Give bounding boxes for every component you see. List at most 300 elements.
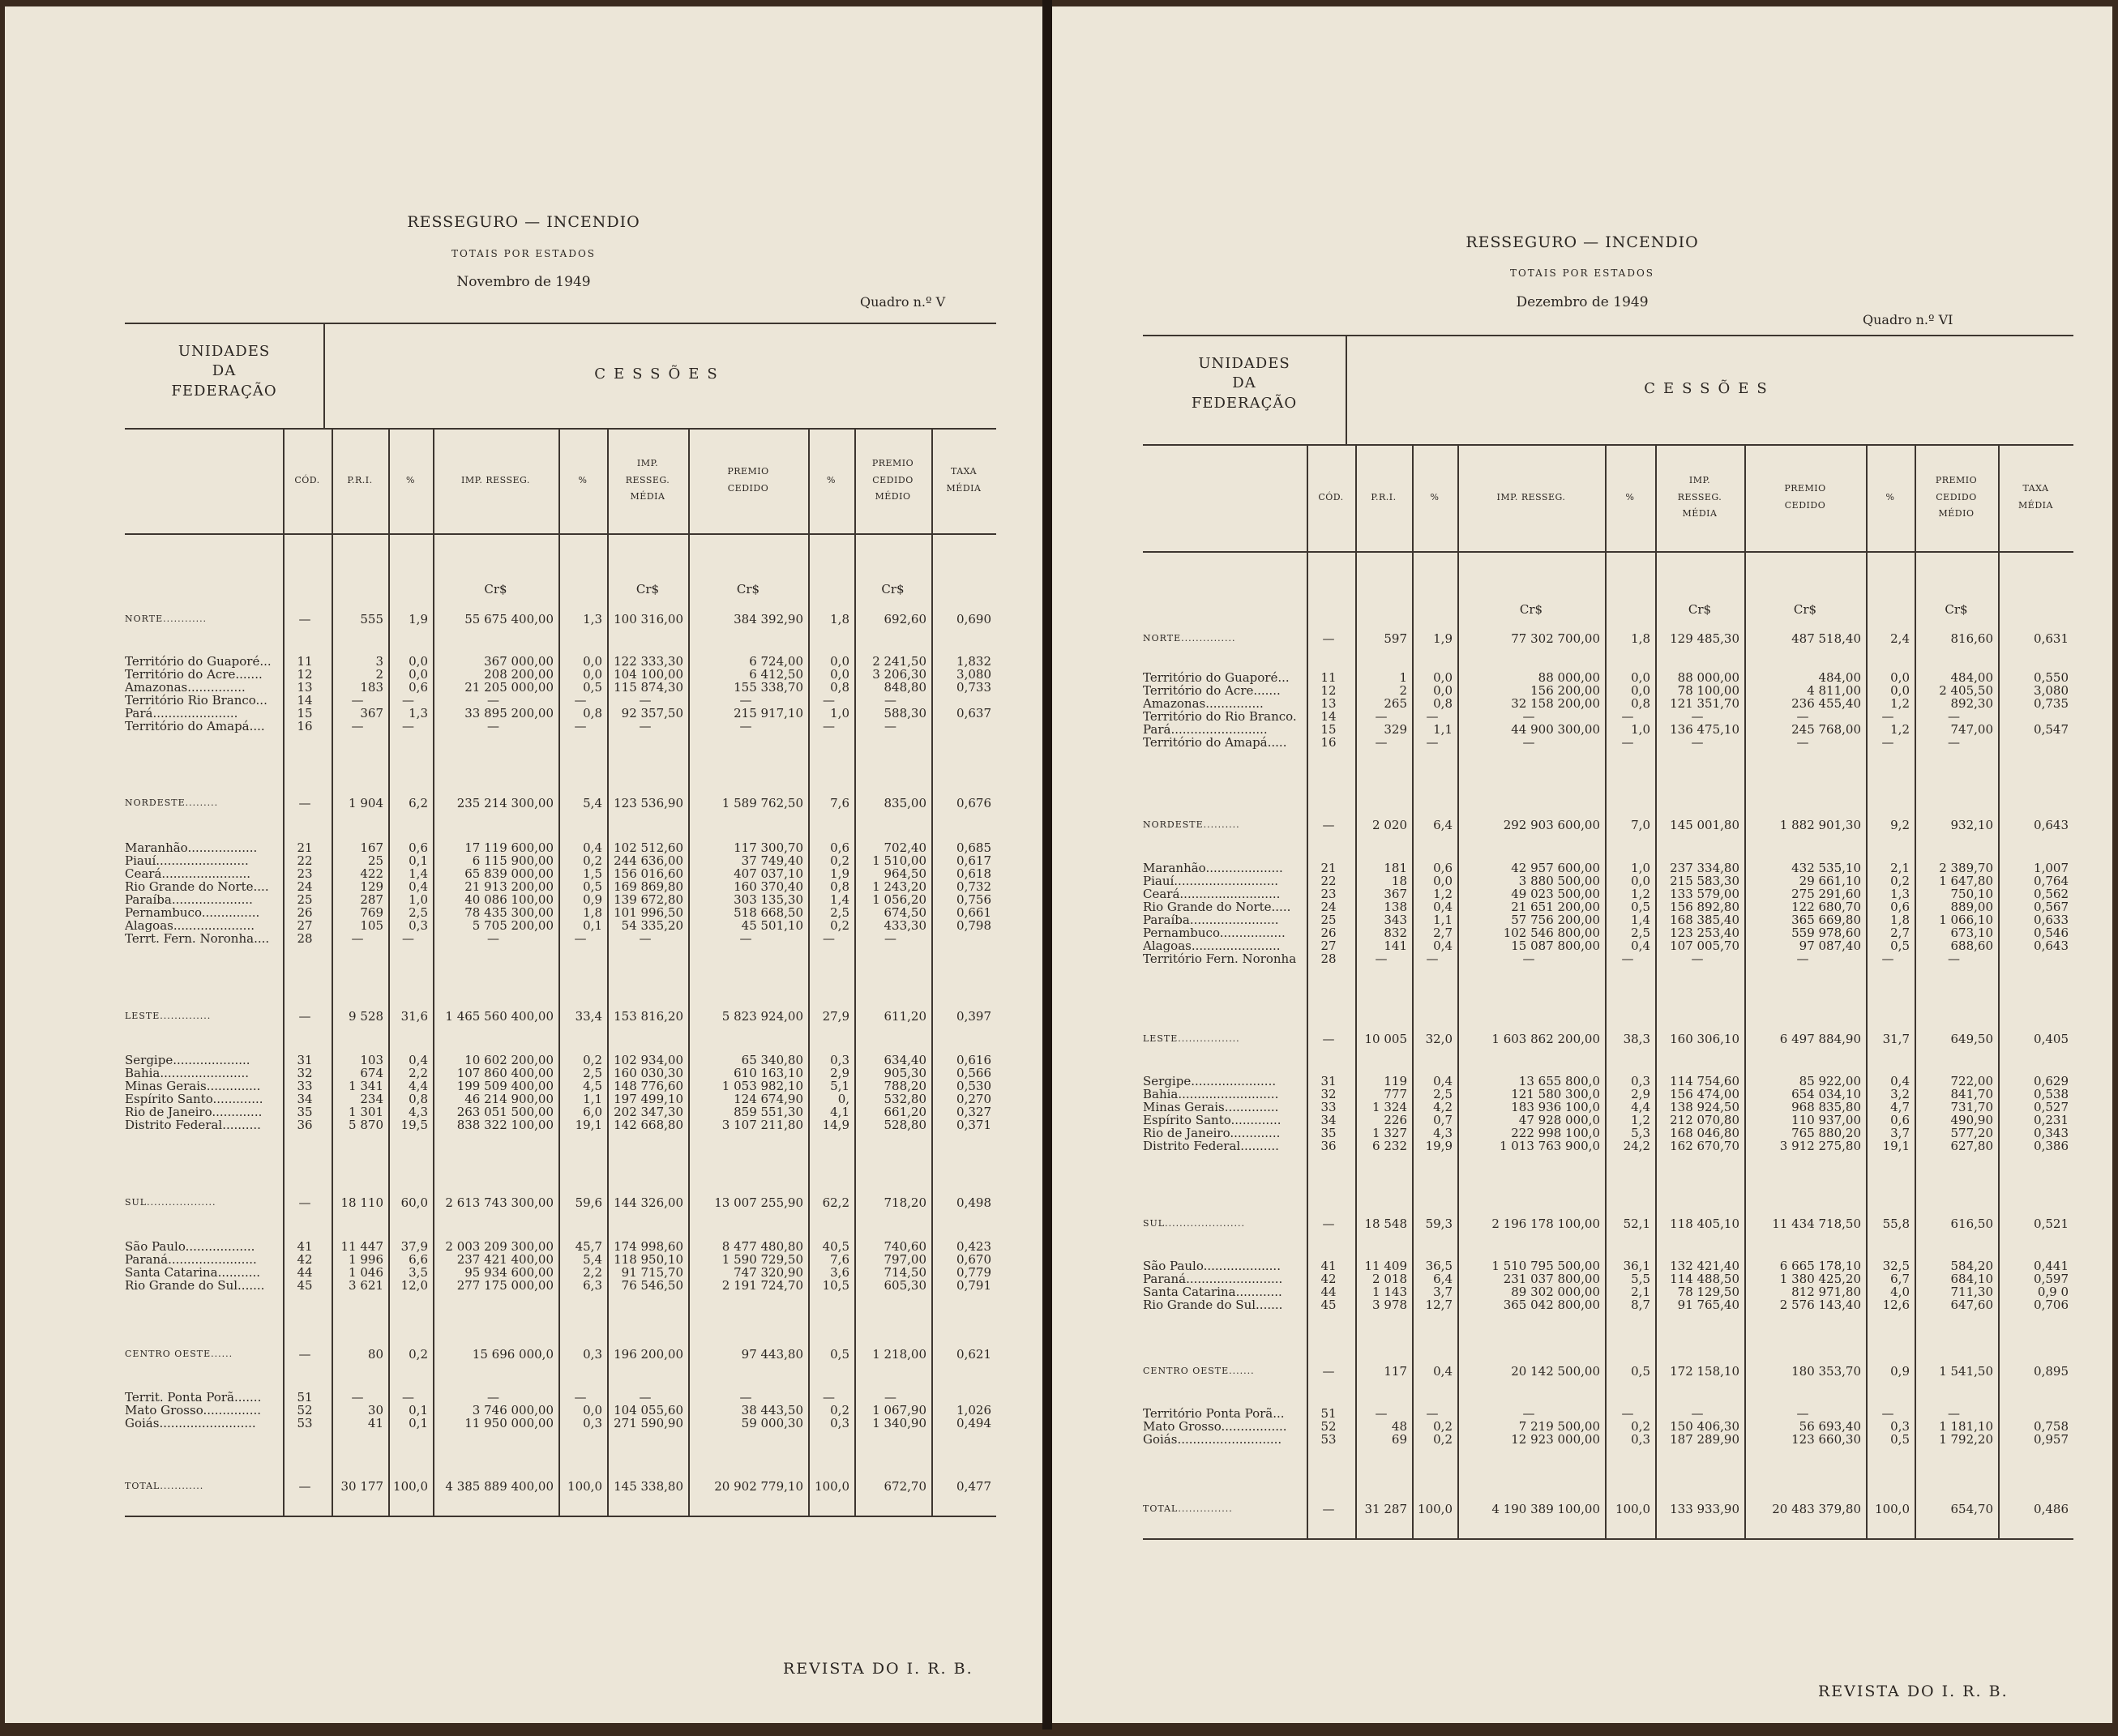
cell-pri: 597 xyxy=(1384,631,1407,646)
unidades-header xyxy=(125,342,323,401)
cell-cod: 11 xyxy=(297,654,313,669)
cell-p1: 36,5 xyxy=(1425,1259,1453,1273)
cell-cod: 42 xyxy=(1320,1272,1337,1286)
cell-cod: 24 xyxy=(1320,900,1337,914)
cell-p1: — xyxy=(1426,1406,1439,1421)
cell-p2: 45,7 xyxy=(575,1239,602,1254)
cell-p3: 100,0 xyxy=(1875,1502,1910,1516)
cell-imp: 57 756 200,00 xyxy=(1511,913,1600,927)
cell-premm: — xyxy=(1948,951,1960,966)
cell-pri: 555 xyxy=(360,612,383,626)
cell-imp: 6 115 900,00 xyxy=(472,853,554,868)
cell-p1: 0,4 xyxy=(1433,939,1453,953)
cell-prem: 29 661,10 xyxy=(1799,874,1861,888)
cell-pri: 367 xyxy=(360,706,383,720)
cell-imp: 107 860 400,00 xyxy=(456,1066,554,1080)
row-name: Território do Amapá..... xyxy=(1143,736,1287,749)
cell-p2: 0,2 xyxy=(583,1053,602,1067)
currency-label-impm: Cr$ xyxy=(635,582,660,596)
cell-cod: — xyxy=(1322,631,1335,646)
page-date: Dezembro de 1949 xyxy=(1516,294,1649,310)
cell-premm: 684,10 xyxy=(1950,1272,1993,1286)
state-row xyxy=(125,1404,996,1417)
cell-p3: 100,0 xyxy=(815,1479,849,1494)
page-subtitle: TOTAIS POR ESTADOS xyxy=(1509,267,1655,279)
cell-pri: 6 232 xyxy=(1372,1139,1407,1153)
cell-p3: — xyxy=(1881,709,1894,724)
cell-impm: 156 016,60 xyxy=(614,866,683,881)
cell-prem: 765 880,20 xyxy=(1791,1126,1861,1140)
cell-premm: 674,50 xyxy=(884,905,926,920)
cell-p1: 2,7 xyxy=(1433,926,1453,940)
table-mid-rule xyxy=(1143,444,2073,446)
cell-pri: 3 978 xyxy=(1372,1298,1407,1312)
row-name: Santa Catarina........... xyxy=(125,1266,261,1279)
cell-p2: 100,0 xyxy=(1615,1502,1650,1516)
cell-premm: 964,50 xyxy=(884,866,926,881)
cell-premm: 433,30 xyxy=(884,918,926,933)
cell-p3: 10,5 xyxy=(822,1278,849,1293)
cell-p1: 100,0 xyxy=(1418,1502,1453,1516)
cell-prem: 236 455,40 xyxy=(1791,696,1861,711)
cell-premm: 731,70 xyxy=(1950,1100,1993,1114)
cell-p3: 1,9 xyxy=(830,866,849,881)
row-name: Distrito Federal.......... xyxy=(125,1118,261,1131)
cell-pri: 30 177 xyxy=(340,1479,383,1494)
cell-pri: 119 xyxy=(1384,1074,1407,1088)
cell-pri: 18 xyxy=(1391,874,1407,888)
cell-p1: 0,4 xyxy=(1433,1364,1453,1379)
state-row xyxy=(1143,1272,2073,1285)
cell-premm: 627,80 xyxy=(1950,1139,1993,1153)
state-row xyxy=(1143,736,2073,749)
cell-premm: 788,20 xyxy=(884,1079,926,1093)
cell-pri: 3 621 xyxy=(349,1278,383,1293)
region-row xyxy=(125,1010,996,1023)
cell-p2: 0,5 xyxy=(583,879,602,894)
cell-imp: 95 934 600,00 xyxy=(464,1265,554,1280)
cell-impm: 91 715,70 xyxy=(621,1265,683,1280)
cell-prem: 45 501,10 xyxy=(741,918,803,933)
state-row xyxy=(1143,1285,2073,1298)
cessoes-header: CESSÕES xyxy=(1644,379,1775,397)
cell-pri: 2 018 xyxy=(1372,1272,1407,1286)
cell-impm: 237 334,80 xyxy=(1670,861,1739,875)
column-header-line: MÉDIO xyxy=(1938,508,1975,520)
column-header-prem xyxy=(688,436,808,525)
cell-taxa: 0,327 xyxy=(956,1105,991,1119)
cell-p1: 0,1 xyxy=(409,1403,428,1417)
cell-taxa: 0,550 xyxy=(2034,670,2069,685)
cell-taxa: 0,631 xyxy=(2034,631,2069,646)
column-header-line: P.R.I. xyxy=(1371,491,1397,502)
cell-p3: 3,7 xyxy=(1890,1126,1910,1140)
cell-p1: 4,3 xyxy=(409,1105,428,1119)
cell-premm: 692,60 xyxy=(884,612,926,626)
cell-p3: 1,0 xyxy=(830,706,849,720)
table-top-rule xyxy=(1143,335,2073,336)
page-title: RESSEGURO — INCENDIO xyxy=(1465,233,1699,251)
cell-cod: 52 xyxy=(297,1403,313,1417)
cell-premm: 750,10 xyxy=(1950,887,1993,901)
cell-pri: 1 904 xyxy=(349,796,383,810)
currency-label-premm: Cr$ xyxy=(1945,602,1968,617)
row-name: Sergipe...................... xyxy=(1143,1075,1277,1088)
cell-prem: 20 902 779,10 xyxy=(714,1479,803,1494)
cell-p2: 1,8 xyxy=(1631,631,1650,646)
cell-pri: 181 xyxy=(1384,861,1407,875)
cell-p1: — xyxy=(402,931,414,946)
cell-p3: — xyxy=(823,931,835,946)
cell-impm: 78 100,00 xyxy=(1677,683,1739,698)
cell-imp: — xyxy=(487,1390,499,1405)
cell-pri: 1 143 xyxy=(1372,1285,1407,1299)
cell-imp: — xyxy=(1522,709,1535,724)
cell-cod: 44 xyxy=(297,1265,313,1280)
cell-p1: 37,9 xyxy=(400,1239,428,1254)
cell-p3: 0,0 xyxy=(830,654,849,669)
row-name: Território do Guaporé... xyxy=(125,655,272,668)
column-header-line: IMP. xyxy=(636,457,659,468)
cell-prem: 484,00 xyxy=(1818,670,1861,685)
cell-impm: — xyxy=(1691,709,1704,724)
cell-impm: 244 636,00 xyxy=(614,853,683,868)
cell-cod: 24 xyxy=(297,879,313,894)
cell-pri: 1 046 xyxy=(349,1265,383,1280)
column-header-line: RESSEG. xyxy=(1677,491,1722,502)
cell-pri: 1 341 xyxy=(349,1079,383,1093)
cell-pri: — xyxy=(351,693,364,708)
cell-cod: 22 xyxy=(297,853,313,868)
cell-pri: 343 xyxy=(1384,913,1407,927)
cell-imp: — xyxy=(487,931,499,946)
cell-p1: 31,6 xyxy=(400,1009,428,1024)
cell-prem: — xyxy=(1796,1406,1809,1421)
cell-premm: 1 067,90 xyxy=(872,1403,926,1417)
row-name: Território do Amapá.... xyxy=(125,720,265,733)
region-row xyxy=(125,613,996,626)
cell-cod: 15 xyxy=(297,706,313,720)
cell-p2: 0,2 xyxy=(583,853,602,868)
column-header-line: TAXA xyxy=(2022,483,2049,494)
row-name: Paraná......................... xyxy=(1143,1272,1283,1285)
cell-pri: 103 xyxy=(360,1053,383,1067)
cell-prem: 215 917,10 xyxy=(734,706,803,720)
cell-pri: 1 327 xyxy=(1372,1126,1407,1140)
cell-impm: 78 129,50 xyxy=(1677,1285,1739,1299)
currency-label-premm: Cr$ xyxy=(881,582,905,596)
row-name: NORDESTE......... xyxy=(125,797,219,808)
cell-p2: 1,1 xyxy=(583,1092,602,1106)
row-name: Maranhão.................... xyxy=(1143,862,1283,874)
state-row xyxy=(1143,1127,2073,1140)
cell-pri: 367 xyxy=(1384,887,1407,901)
cell-p3: 0, xyxy=(837,1092,849,1106)
cell-taxa: 0,735 xyxy=(2034,696,2069,711)
column-header-line: CÓD. xyxy=(294,474,320,485)
cell-taxa: 0,895 xyxy=(2034,1364,2069,1379)
row-name: TOTAL............... xyxy=(1143,1503,1233,1514)
cell-premm: 848,80 xyxy=(884,680,926,695)
cell-impm: 91 765,40 xyxy=(1677,1298,1739,1312)
cell-pri: 48 xyxy=(1391,1419,1407,1434)
cell-cod: 42 xyxy=(297,1252,313,1267)
cell-pri: 11 447 xyxy=(340,1239,383,1254)
cell-p3: 0,0 xyxy=(1890,670,1910,685)
cell-taxa: 0,637 xyxy=(956,706,991,720)
row-name: Santa Catarina............ xyxy=(1143,1285,1282,1298)
quadro-label: Quadro n.º V xyxy=(860,294,946,310)
column-header-line: CÓD. xyxy=(1318,491,1344,502)
cell-premm: 932,10 xyxy=(1950,818,1993,832)
cell-p2: 1,4 xyxy=(1631,913,1650,927)
cell-p2: — xyxy=(1621,951,1634,966)
column-header-p2 xyxy=(558,436,607,525)
cell-taxa: 0,562 xyxy=(2034,887,2069,901)
cell-cod: 15 xyxy=(1320,722,1337,737)
cell-imp: 102 546 800,00 xyxy=(1503,926,1600,940)
cell-cod: 34 xyxy=(297,1092,313,1106)
cell-cod: 25 xyxy=(297,892,313,907)
cell-imp: 15 696 000,0 xyxy=(472,1347,554,1362)
state-row xyxy=(1143,900,2073,913)
cell-p2: — xyxy=(574,719,587,733)
cell-pri: 105 xyxy=(360,918,383,933)
cell-imp: 277 175 000,00 xyxy=(456,1278,554,1293)
cell-impm: — xyxy=(1691,1406,1704,1421)
cell-imp: 156 200,00 xyxy=(1530,683,1600,698)
cell-premm: — xyxy=(884,1390,896,1405)
cell-taxa: 0,732 xyxy=(956,879,991,894)
region-row xyxy=(125,797,996,810)
column-header-p2 xyxy=(1605,452,1655,543)
cell-impm: 101 996,50 xyxy=(614,905,683,920)
region-row xyxy=(1143,1503,2073,1516)
row-name: Amazonas............... xyxy=(1143,697,1264,710)
cell-prem: 1 590 729,50 xyxy=(721,1252,803,1267)
cell-prem: 65 340,80 xyxy=(741,1053,803,1067)
cell-prem: 432 535,10 xyxy=(1791,861,1861,875)
cell-premm: — xyxy=(1948,735,1960,750)
column-header-line: PREMIO xyxy=(1784,483,1826,494)
row-name: Pernambuco................. xyxy=(1143,926,1286,939)
row-name: Rio Grande do Sul....... xyxy=(1143,1298,1283,1311)
cell-p3: 12,6 xyxy=(1882,1298,1910,1312)
cell-taxa: 0,527 xyxy=(2034,1100,2069,1114)
cell-impm: 160 306,10 xyxy=(1670,1032,1739,1046)
cell-impm: 118 950,10 xyxy=(614,1252,683,1267)
state-row xyxy=(125,1105,996,1118)
cell-premm: 577,20 xyxy=(1950,1126,1993,1140)
cell-p2: 1,0 xyxy=(1631,861,1650,875)
cell-premm: 747,00 xyxy=(1950,722,1993,737)
cell-pri: — xyxy=(351,719,364,733)
cell-p2: 5,5 xyxy=(1631,1272,1650,1286)
cell-p3: 40,5 xyxy=(822,1239,849,1254)
cell-p2: 0,0 xyxy=(583,654,602,669)
cell-prem: 6 497 884,90 xyxy=(1779,1032,1861,1046)
cell-pri: 41 xyxy=(367,1416,383,1430)
cell-cod: — xyxy=(298,1479,311,1494)
unidades-line: FEDERAÇÃO xyxy=(171,382,277,400)
column-header-premm xyxy=(1915,452,1998,543)
cell-taxa: 0,9 0 xyxy=(2037,1285,2069,1299)
row-name: Alagoas....................... xyxy=(1143,939,1281,952)
cell-taxa: 0,546 xyxy=(2034,926,2069,940)
cell-p3: 0,6 xyxy=(830,840,849,855)
cell-p1: 0,4 xyxy=(1433,900,1453,914)
cell-imp: — xyxy=(487,693,499,708)
row-name: Paraná....................... xyxy=(125,1253,257,1266)
cell-p3: 0,5 xyxy=(830,1347,849,1362)
cell-imp: 263 051 500,00 xyxy=(456,1105,554,1119)
row-name: Distrito Federal.......... xyxy=(1143,1140,1279,1152)
cell-p3: 2,1 xyxy=(1890,861,1910,875)
cell-imp: 199 509 400,00 xyxy=(456,1079,554,1093)
row-name: Território Rio Branco... xyxy=(125,694,267,707)
cell-pri: 674 xyxy=(360,1066,383,1080)
unidades-line: DA xyxy=(1232,374,1256,392)
cell-p3: 62,2 xyxy=(822,1195,849,1210)
cell-pri: 3 xyxy=(375,654,383,669)
cell-cod: 51 xyxy=(1320,1406,1337,1421)
cell-cod: 41 xyxy=(1320,1259,1337,1273)
row-name: São Paulo.................... xyxy=(1143,1259,1281,1272)
cell-pri: 265 xyxy=(1384,696,1407,711)
cell-impm: 174 998,60 xyxy=(614,1239,683,1254)
cell-p1: 19,9 xyxy=(1425,1139,1453,1153)
cell-p1: — xyxy=(402,1390,414,1405)
cell-pri: — xyxy=(1375,1406,1388,1421)
cell-pri: 18 548 xyxy=(1364,1216,1407,1231)
cell-p1: 1,0 xyxy=(409,892,428,907)
cell-cod: 53 xyxy=(297,1416,313,1430)
cell-pri: — xyxy=(1375,951,1388,966)
cell-cod: 28 xyxy=(1320,951,1337,966)
row-name: Piauí........................... xyxy=(1143,874,1279,887)
cell-p2: 0,3 xyxy=(1631,1432,1650,1447)
cell-taxa: 0,498 xyxy=(956,1195,991,1210)
row-name: Espírito Santo............. xyxy=(1143,1114,1281,1127)
column-header-line: MÉDIA xyxy=(946,483,982,494)
cell-pri: 769 xyxy=(360,905,383,920)
cell-p1: 4,2 xyxy=(1433,1100,1453,1114)
cell-cod: 25 xyxy=(1320,913,1337,927)
cell-pri: 1 996 xyxy=(349,1252,383,1267)
cell-imp: 32 158 200,00 xyxy=(1511,696,1600,711)
row-name: LESTE................. xyxy=(1143,1033,1240,1044)
cell-p2: 0,5 xyxy=(1631,1364,1650,1379)
cell-impm: — xyxy=(639,719,652,733)
cell-taxa: 0,538 xyxy=(2034,1087,2069,1101)
cell-prem: 303 135,30 xyxy=(734,892,803,907)
column-header-line: CEDIDO xyxy=(1784,500,1826,511)
cell-taxa: 1,026 xyxy=(956,1403,991,1417)
state-row xyxy=(125,1118,996,1131)
cell-p2: 0,1 xyxy=(583,918,602,933)
cell-imp: 77 302 700,00 xyxy=(1511,631,1600,646)
cell-p1: 6,6 xyxy=(409,1252,428,1267)
region-row xyxy=(125,1480,996,1493)
cell-imp: 15 087 800,00 xyxy=(1511,939,1600,953)
cell-imp: 3 746 000,00 xyxy=(472,1403,554,1417)
cell-impm: 197 499,10 xyxy=(614,1092,683,1106)
cell-impm: 118 405,10 xyxy=(1670,1216,1739,1231)
cell-taxa: 0,618 xyxy=(956,866,991,881)
cell-imp: — xyxy=(1522,735,1535,750)
cell-premm: 816,60 xyxy=(1950,631,1993,646)
row-name: CENTRO OESTE...... xyxy=(125,1349,233,1359)
currency-label-prem: Cr$ xyxy=(736,582,760,596)
cell-imp: 2 003 209 300,00 xyxy=(445,1239,554,1254)
cell-taxa: 0,477 xyxy=(956,1479,991,1494)
state-row xyxy=(1143,926,2073,939)
cell-impm: 196 200,00 xyxy=(614,1347,683,1362)
cell-imp: 237 421 400,00 xyxy=(456,1252,554,1267)
column-header-impm xyxy=(607,436,688,525)
cell-p3: 7,6 xyxy=(830,796,849,810)
cell-cod: 16 xyxy=(297,719,313,733)
cell-pri: 1 301 xyxy=(349,1105,383,1119)
cell-p1: 6,4 xyxy=(1433,818,1453,832)
cell-impm: 114 488,50 xyxy=(1670,1272,1739,1286)
cell-p3: 55,8 xyxy=(1882,1216,1910,1231)
cell-impm: 148 776,60 xyxy=(614,1079,683,1093)
cell-cod: 14 xyxy=(297,693,313,708)
column-header-line: P.R.I. xyxy=(347,474,373,485)
cell-impm: — xyxy=(639,1390,652,1405)
row-name: Minas Gerais.............. xyxy=(125,1080,261,1092)
cell-p1: 1,2 xyxy=(1433,887,1453,901)
cell-prem: 155 338,70 xyxy=(734,680,803,695)
cell-cod: 27 xyxy=(297,918,313,933)
cell-impm: 121 351,70 xyxy=(1670,696,1739,711)
cell-prem: — xyxy=(1796,735,1809,750)
cell-prem: 365 669,80 xyxy=(1791,913,1861,927)
cell-imp: 2 196 178 100,00 xyxy=(1491,1216,1600,1231)
cell-p2: 2,2 xyxy=(583,1265,602,1280)
row-name: Mato Grosso................. xyxy=(1143,1420,1287,1433)
cell-premm: 3 206,30 xyxy=(872,667,926,682)
state-row xyxy=(125,668,996,681)
cell-taxa: 0,521 xyxy=(2034,1216,2069,1231)
cell-taxa: 0,621 xyxy=(956,1347,991,1362)
cell-impm: — xyxy=(1691,951,1704,966)
cell-impm: 169 869,80 xyxy=(614,879,683,894)
cell-impm: 54 335,20 xyxy=(621,918,683,933)
cell-premm: 722,00 xyxy=(1950,1074,1993,1088)
cell-p3: 0,6 xyxy=(1890,1113,1910,1127)
cell-impm: 133 933,90 xyxy=(1670,1502,1739,1516)
row-name: Bahia.......................... xyxy=(1143,1088,1279,1101)
cell-impm: 187 289,90 xyxy=(1670,1432,1739,1447)
cell-p2: 19,1 xyxy=(575,1118,602,1132)
cell-cod: 22 xyxy=(1320,874,1337,888)
column-header-p3 xyxy=(1866,452,1915,543)
row-name: Rio Grande do Sul....... xyxy=(125,1279,265,1292)
cell-p3: 2,7 xyxy=(1890,926,1910,940)
cell-cod: 12 xyxy=(1320,683,1337,698)
row-name: Goiás........................... xyxy=(1143,1433,1282,1446)
cell-imp: 3 880 500,00 xyxy=(1518,874,1600,888)
column-header-line: IMP. RESSEG. xyxy=(461,474,530,485)
cell-taxa: 0,617 xyxy=(956,853,991,868)
cell-p2: 1,2 xyxy=(1631,887,1650,901)
cell-taxa: 0,629 xyxy=(2034,1074,2069,1088)
cell-imp: 1 013 763 900,0 xyxy=(1499,1139,1600,1153)
cell-p1: 12,0 xyxy=(400,1278,428,1293)
cell-prem: 2 576 143,40 xyxy=(1779,1298,1861,1312)
